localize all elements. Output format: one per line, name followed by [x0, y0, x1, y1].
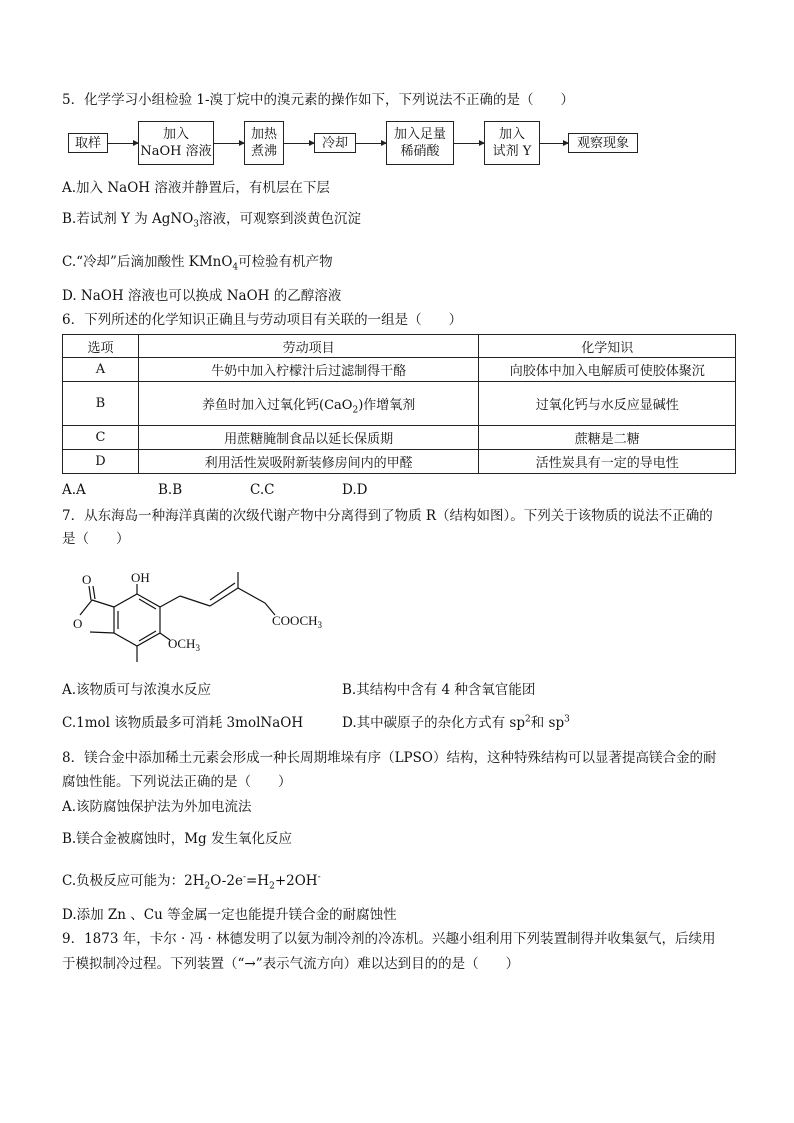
table-cell: 蔗糖是二糖 [479, 426, 736, 450]
q7-stem-line2: 是（ ） [62, 531, 130, 547]
flow-step-5: 加入足量 稀硝酸 [386, 121, 454, 165]
flow-arrow [214, 143, 244, 144]
q8-option-a: A.该防腐蚀保护法为外加电流法 [62, 799, 252, 815]
q7-option-b: B.其结构中含有 4 种含氧官能团 [342, 682, 536, 698]
flow-arrow [284, 143, 314, 144]
flow-step-1: 取样 [68, 133, 108, 153]
q6-choice-b: B.B [158, 482, 183, 498]
table-cell: 过氧化钙与水反应显碱性 [479, 382, 736, 426]
flow-step-6: 加入 试剂 Y [484, 121, 540, 165]
table-cell: A [63, 358, 139, 382]
q7-option-c: C.1mol 该物质最多可消耗 3molNaOH [62, 715, 304, 731]
q8-option-c: C.负极反应可能为：$2H_2O-2e^-=H_2+2OH^-$ [62, 872, 321, 892]
q9-stem-line2: 于模拟制冷过程。下列装置（“→”表示气流方向）难以达到目的的是（ ） [62, 956, 520, 972]
table-row [63, 358, 736, 382]
table-header: 化学知识 [479, 335, 736, 358]
q8-option-d: D.添加 Zn 、Cu 等金属一定也能提升镁合金的耐腐蚀性 [62, 907, 397, 923]
q5-option-d: D. NaOH 溶液也可以换成 NaOH 的乙醇溶液 [62, 288, 342, 304]
methoxy-label: $OCH_3$ [168, 636, 200, 653]
q8-stem-line1: 8．镁合金中添加稀土元素会形成一种长周期堆垛有序（LPSO）结构，这种特殊结构可以显著提高镁合金的耐 [62, 750, 717, 766]
structure-diagram [60, 570, 360, 670]
flow-step-3: 加热 煮沸 [244, 121, 284, 165]
q5-option-a: A.加入 NaOH 溶液并静置后，有机层在下层 [62, 180, 330, 196]
table-cell: 用蔗糖腌制食品以延长保质期 [138, 426, 479, 450]
ring-o-label: O [73, 616, 83, 631]
table-cell: C [63, 426, 139, 450]
ester-label: $COOCH_3$ [272, 613, 323, 630]
table-cell: 活性炭具有一定的导电性 [479, 450, 736, 474]
table-header: 选项 [63, 335, 139, 358]
q7-option-d: D.其中碳原子的杂化方式有 $sp^2$和 $sp^3$ [342, 714, 570, 731]
table-cell: 养鱼时加入过氧化钙(CaO$_2$)作增氧剂 [138, 382, 479, 426]
q5-option-b: B.若试剂 Y 为 AgNO$_3$溶液，可观察到淡黄色沉淀 [62, 211, 362, 230]
table-row [63, 382, 736, 426]
q5-stem: 5．化学学习小组检验 1-溴丁烷中的溴元素的操作如下，下列说法不正确的是（ ） [62, 92, 575, 108]
q6-stem: 6．下列所述的化学知识正确且与劳动项目有关联的一组是（ ） [62, 312, 463, 328]
table-row [63, 426, 736, 450]
q6-choice-a: A.A [62, 482, 86, 498]
q6-table [62, 334, 736, 474]
flow-arrow [540, 143, 568, 144]
q6-choice-c: C.C [250, 482, 275, 498]
table-cell: 向胶体中加入电解质可使胶体聚沉 [479, 358, 736, 382]
flow-step-4: 冷却 [314, 133, 356, 153]
flow-step-2: 加入 NaOH 溶液 [138, 121, 214, 165]
q9-stem-line1: 9．1873 年，卡尔 · 冯 · 林德发明了以氨为制冷剂的冷冻机。兴趣小组利用下列装置制得并收集氨气，后续用 [62, 931, 716, 947]
q6-choice-d: D.D [342, 482, 368, 498]
q7-stem-line1: 7．从东海岛一种海洋真菌的次级代谢产物中分离得到了物质 R（结构如图）。下列关于该物质的说法不正确的 [62, 508, 713, 524]
q8-option-b: B.镁合金被腐蚀时，Mg 发生氧化反应 [62, 831, 292, 847]
flow-arrow [108, 143, 138, 144]
hydroxyl-label: OH [131, 570, 150, 585]
table-cell: D [63, 450, 139, 474]
flow-arrow [356, 143, 386, 144]
q5-option-c: C.“冷却”后滴加酸性 KMnO$_4$可检验有机产物 [62, 254, 333, 273]
table-row [63, 450, 736, 474]
flow-step-7: 观察现象 [568, 133, 638, 153]
flow-arrow [454, 143, 484, 144]
table-cell: 牛奶中加入柠檬汁后过滤制得干酪 [138, 358, 479, 382]
table-header-row [63, 335, 736, 358]
table-header: 劳动项目 [138, 335, 479, 358]
table-cell: B [63, 382, 139, 426]
carbonyl-o-label: O [82, 572, 92, 587]
q8-stem-line2: 腐蚀性能。下列说法正确的是（ ） [62, 774, 292, 790]
q7-option-a: A.该物质可与浓溴水反应 [62, 682, 212, 698]
table-cell: 利用活性炭吸附新装修房间内的甲醛 [138, 450, 479, 474]
